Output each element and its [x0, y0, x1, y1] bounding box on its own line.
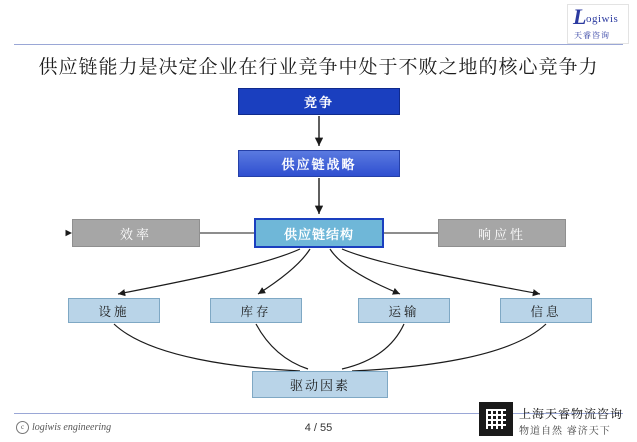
- node-responsiveness[interactable]: 响应性: [438, 219, 566, 247]
- node-driver-factors[interactable]: 驱动因素: [252, 371, 388, 398]
- header-divider: [14, 44, 623, 45]
- node-compete[interactable]: 竞争: [238, 88, 400, 115]
- node-efficiency[interactable]: 效率: [72, 219, 200, 247]
- qr-block: [479, 402, 629, 438]
- qr-code-icon: [479, 402, 513, 436]
- brand-logo: [567, 4, 629, 44]
- page-number: 4 / 55: [304, 422, 333, 434]
- qr-subtitle: 物道自然 睿济天下: [519, 426, 611, 437]
- node-facility[interactable]: 设施: [68, 298, 160, 323]
- node-information[interactable]: 信息: [500, 298, 592, 323]
- copyright-icon: c: [16, 421, 29, 434]
- logo-letter: L: [573, 4, 587, 29]
- page-title: 供应链能力是决定企业在行业竞争中处于不败之地的核心竞争力: [38, 57, 599, 78]
- node-inventory[interactable]: 库存: [210, 298, 302, 323]
- logo-chinese-name: 天睿咨询: [574, 31, 610, 40]
- qr-title: 上海天睿物流咨询: [519, 407, 624, 421]
- node-supply-chain-structure[interactable]: 供应链结构: [254, 218, 384, 248]
- logo-wordmark: ogiwis: [586, 13, 619, 25]
- footer-copyright-text: logiwis engineering: [32, 421, 112, 433]
- node-transport[interactable]: 运输: [358, 298, 450, 323]
- node-supply-chain-strategy[interactable]: 供应链战略: [238, 150, 400, 177]
